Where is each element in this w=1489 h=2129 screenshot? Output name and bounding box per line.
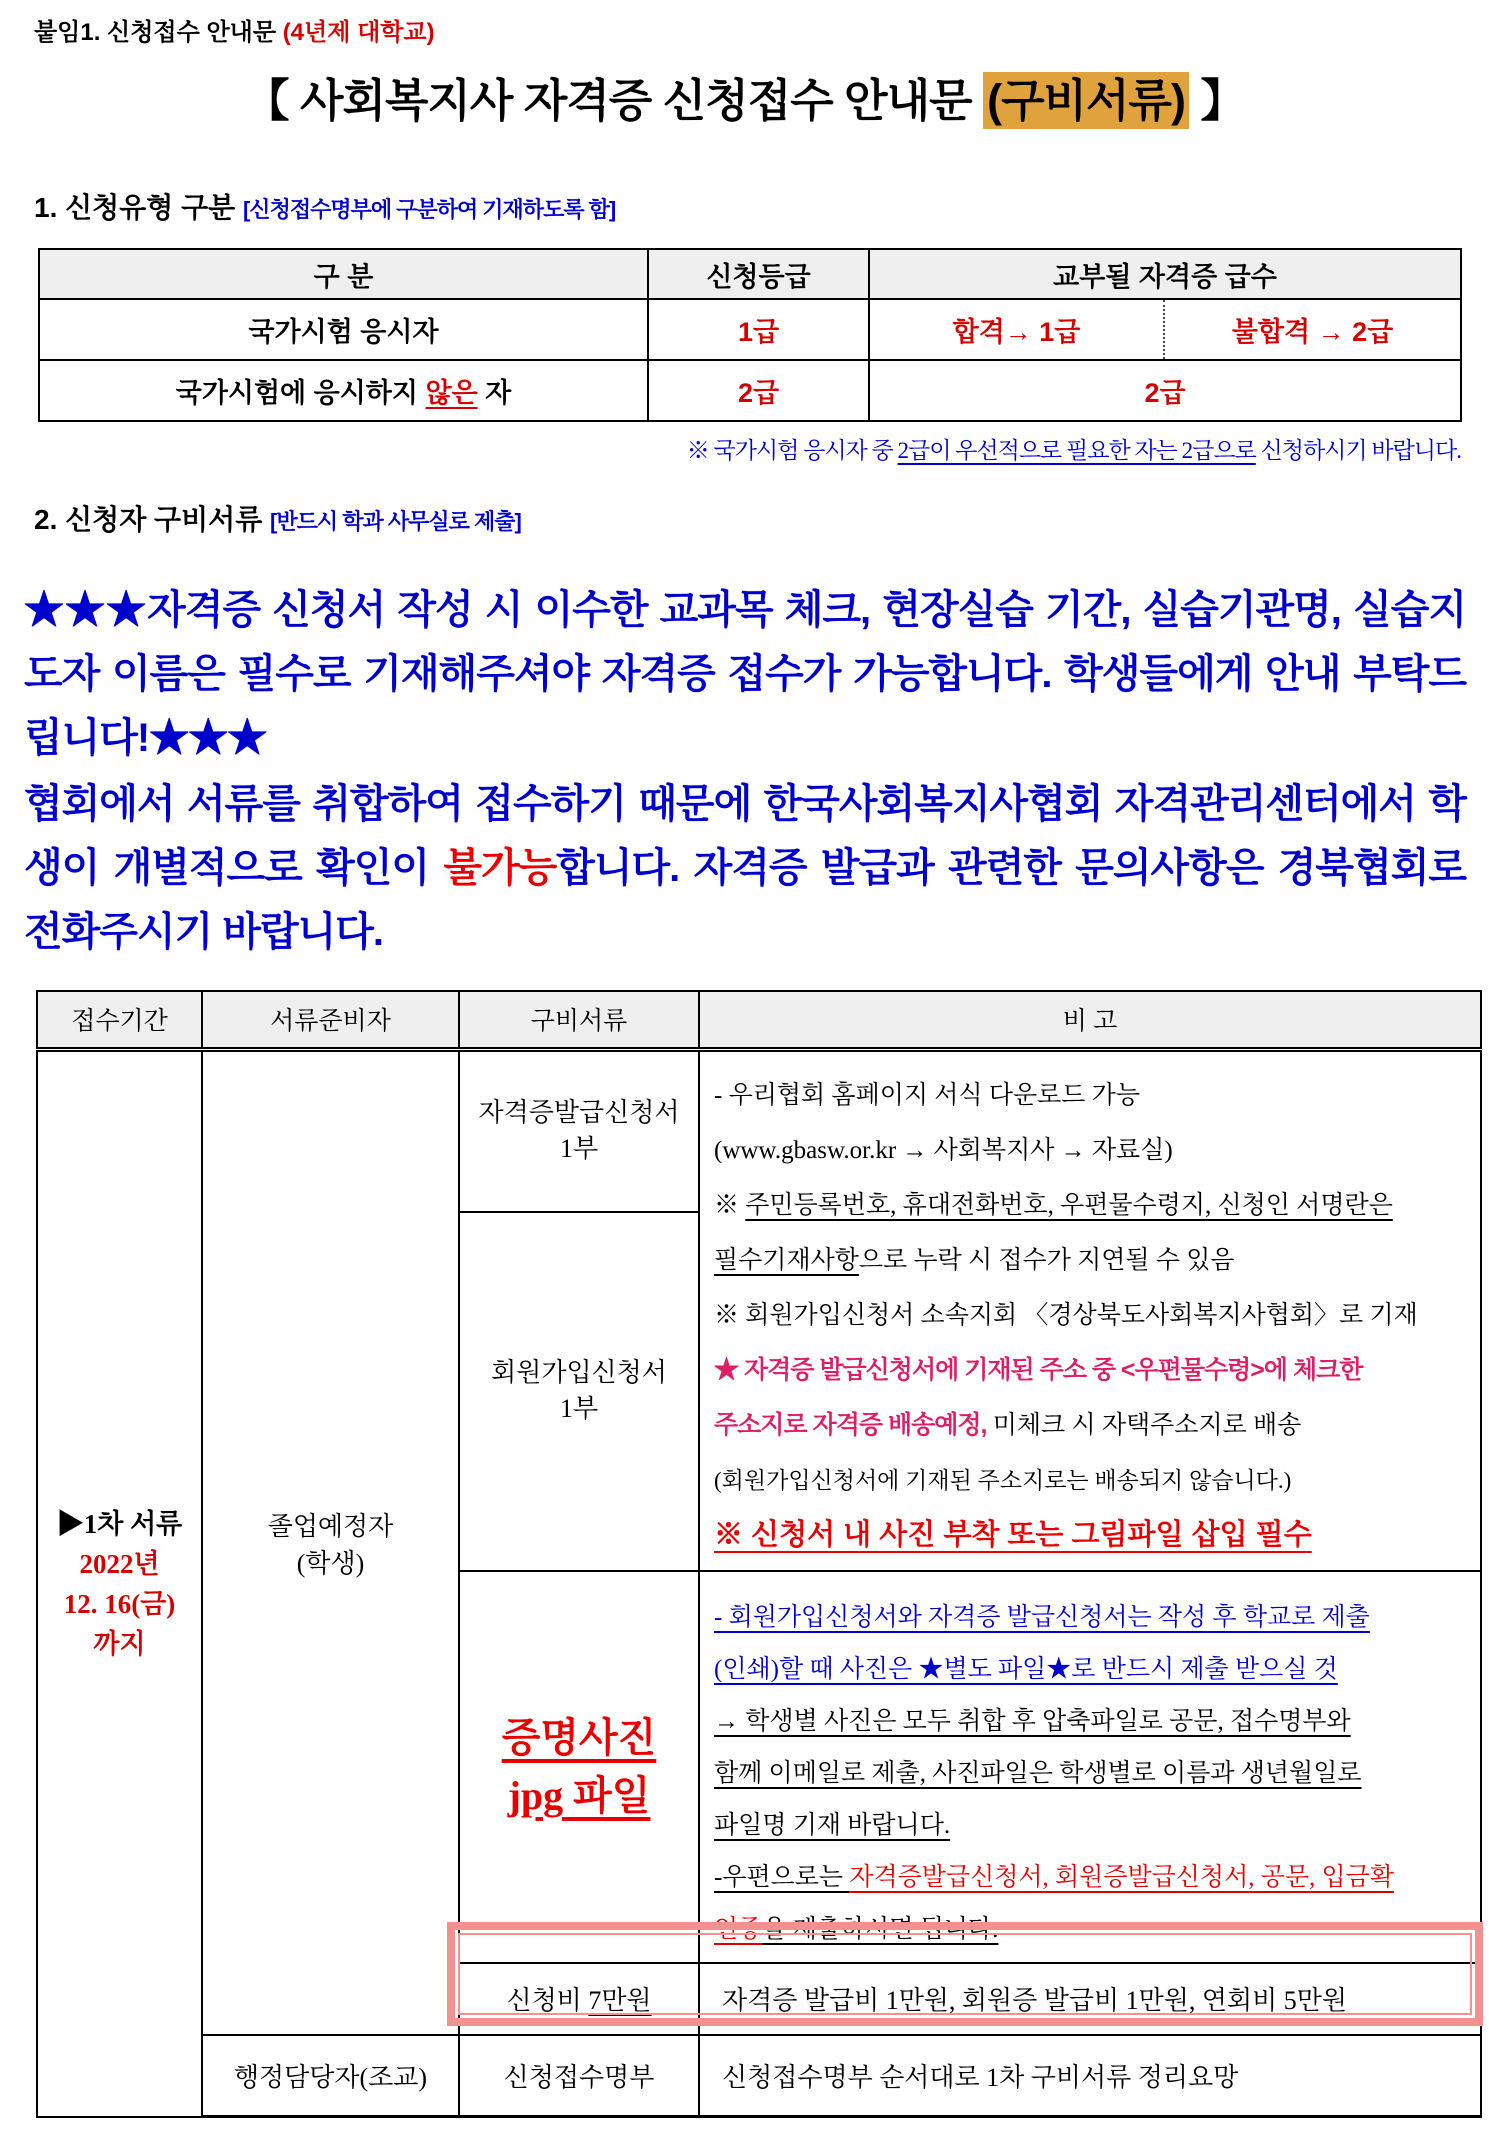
section-2-heading — [34, 498, 521, 538]
page-title-text: 【 사회복지사 자격증 신청접수 안내문 — [244, 75, 984, 126]
section-2-title: 2. 신청자 구비서류 — [34, 504, 271, 535]
cell-pass-result: 합격→ 1급 — [869, 299, 1164, 360]
type-table-header-row — [39, 249, 1461, 299]
emphasis-impossible: 불가능 — [443, 846, 557, 890]
notice-paragraph-1: ★★★자격증 신청서 작성 시 이수한 교과목 체크, 현장실습 기간, 실습기관명, 실습지도자 이름은 필수로 기재해주셔야 자격증 접수가 가능합니다. 학생들에게 안내 부탁드립니다!★★★ — [24, 588, 1466, 760]
attachment-label — [34, 12, 435, 47]
table-row — [37, 1049, 1481, 1212]
table-row — [39, 299, 1461, 360]
table-row — [37, 2035, 1481, 2117]
attachment-text: 붙임1. 신청접수 안내문 — [34, 19, 283, 46]
cell-remarks-applications: - 우리협회 홈페이지 서식 다운로드 가능 (www.gbasw.or.kr → 사회복지사 → 자료실) ※ 주민등록번호, 휴대전화번호, 우편물수령지, 신청인 서명란은 필수기재사항으로 누락 시 접수가 지연될 수 있음 ※ 회원가입신청서 소속지회 〈경상북도사회복지사협회〉로 기재 ★ 자격증 발급신청서에 기재된 주소 중 <우편물수령>에 체크한 주소지로 자격증 배송예정, 미체크 시 자택주소지로 배송 (회원가입신청서에 기재된 주소지로는 배송되지 않습니다.) ※ 신청서 내 사진 부착 또는 그림파일 삽입 필수 — [699, 1049, 1481, 1571]
docs-table-header-row — [37, 991, 1481, 1049]
cell-submission-period — [37, 1049, 202, 2117]
cell-issued-2: 2급 — [869, 360, 1461, 421]
col-header-preparer: 서류준비자 — [202, 991, 459, 1049]
cell-doc-certificate-application: 자격증발급신청서 1부 — [459, 1049, 699, 1212]
cell-fail-result: 불합격 → 2급 — [1164, 299, 1461, 360]
cell-exam-taker: 국가시험 응시자 — [39, 299, 648, 360]
section-1-bracket-note: [신청접수명부에 구분하여 기재하도록 함] — [242, 197, 616, 222]
attachment-suffix: (4년제 대학교) — [282, 19, 435, 46]
section-2-bracket-note: [반드시 학과 사무실로 제출] — [270, 509, 521, 534]
priority-note-underlined: 2급이 우선적으로 필요한 자는 2급으로 — [897, 438, 1256, 463]
period-year: 2022년 — [79, 1548, 160, 1579]
application-type-table — [38, 248, 1462, 422]
col-header-issued-grade: 교부될 자격증 급수 — [869, 249, 1461, 299]
required-documents-table — [36, 990, 1482, 2118]
cell-application-fee: 신청비 7만원 — [459, 1963, 699, 2035]
col-header-documents: 구비서류 — [459, 991, 699, 1049]
cell-doc-roster: 신청접수명부 — [459, 2035, 699, 2117]
cell-preparer-admin: 행정담당자(조교) — [202, 2035, 459, 2117]
cell-doc-membership-application: 회원가입신청서 1부 — [459, 1212, 699, 1571]
col-header-category: 구 분 — [39, 249, 648, 299]
table-row — [39, 360, 1461, 421]
cell-fee-breakdown: 자격증 발급비 1만원, 회원증 발급비 1만원, 연회비 5만원 — [699, 1963, 1481, 2035]
fee-amount: 7만원 — [588, 1986, 652, 2015]
page-title-close: 】 — [1188, 75, 1245, 126]
cell-doc-id-photo: 증명사진 jpg 파일 — [459, 1571, 699, 1963]
cell-grade-1: 1급 — [648, 299, 869, 360]
period-date: 12. 16(금) — [63, 1588, 176, 1619]
col-header-grade: 신청등급 — [648, 249, 869, 299]
cell-remarks-roster: 신청접수명부 순서대로 1차 구비서류 정리요망 — [699, 2035, 1481, 2117]
title-highlight: (구비서류) — [983, 72, 1189, 129]
cell-grade-2: 2급 — [648, 360, 869, 421]
col-header-remarks: 비 고 — [699, 991, 1481, 1049]
cell-non-exam-taker: 국가시험에 응시하지 않은 자 — [39, 360, 648, 421]
emphasis-not: 않은 — [425, 378, 478, 408]
col-header-period: 접수기간 — [37, 991, 202, 1049]
period-until: 까지 — [93, 1628, 146, 1659]
section-1-title: 1. 신청유형 구분 — [34, 192, 243, 223]
notice-paragraph-2: 협회에서 서류를 취합하여 접수하기 때문에 한국사회복지사협회 자격관리센터에서 학생이 개별적으로 확인이 불가능합니다. 자격증 발급과 관련한 문의사항은 경북협회로 전화주시기 바랍니다. — [24, 782, 1466, 954]
period-round: ▶1차 서류 — [56, 1508, 183, 1539]
page-title — [0, 64, 1489, 129]
cell-remarks-photo: - 회원가입신청서와 자격증 발급신청서는 작성 후 학교로 제출 (인쇄)할 때 사진은 ★별도 파일★로 반드시 제출 받으실 것 → 학생별 사진은 모두 취합 후 압축파일로 공문, 접수명부와 함께 이메일로 제출, 사진파일은 학생별로 이름과 생년월일로 파일명 기재 바랍니다. -우편으로는 자격증발급신청서, 회원증발급신청서, 공문, 입금확 인증을 제출하시면 됩니다. — [699, 1571, 1481, 1963]
cell-preparer-student: 졸업예정자 (학생) — [202, 1049, 459, 2035]
section-1-heading — [34, 186, 615, 226]
priority-note: ※ 국가시험 응시자 중 2급이 우선적으로 필요한 자는 2급으로 신청하시기 바랍니다. — [686, 438, 1461, 463]
